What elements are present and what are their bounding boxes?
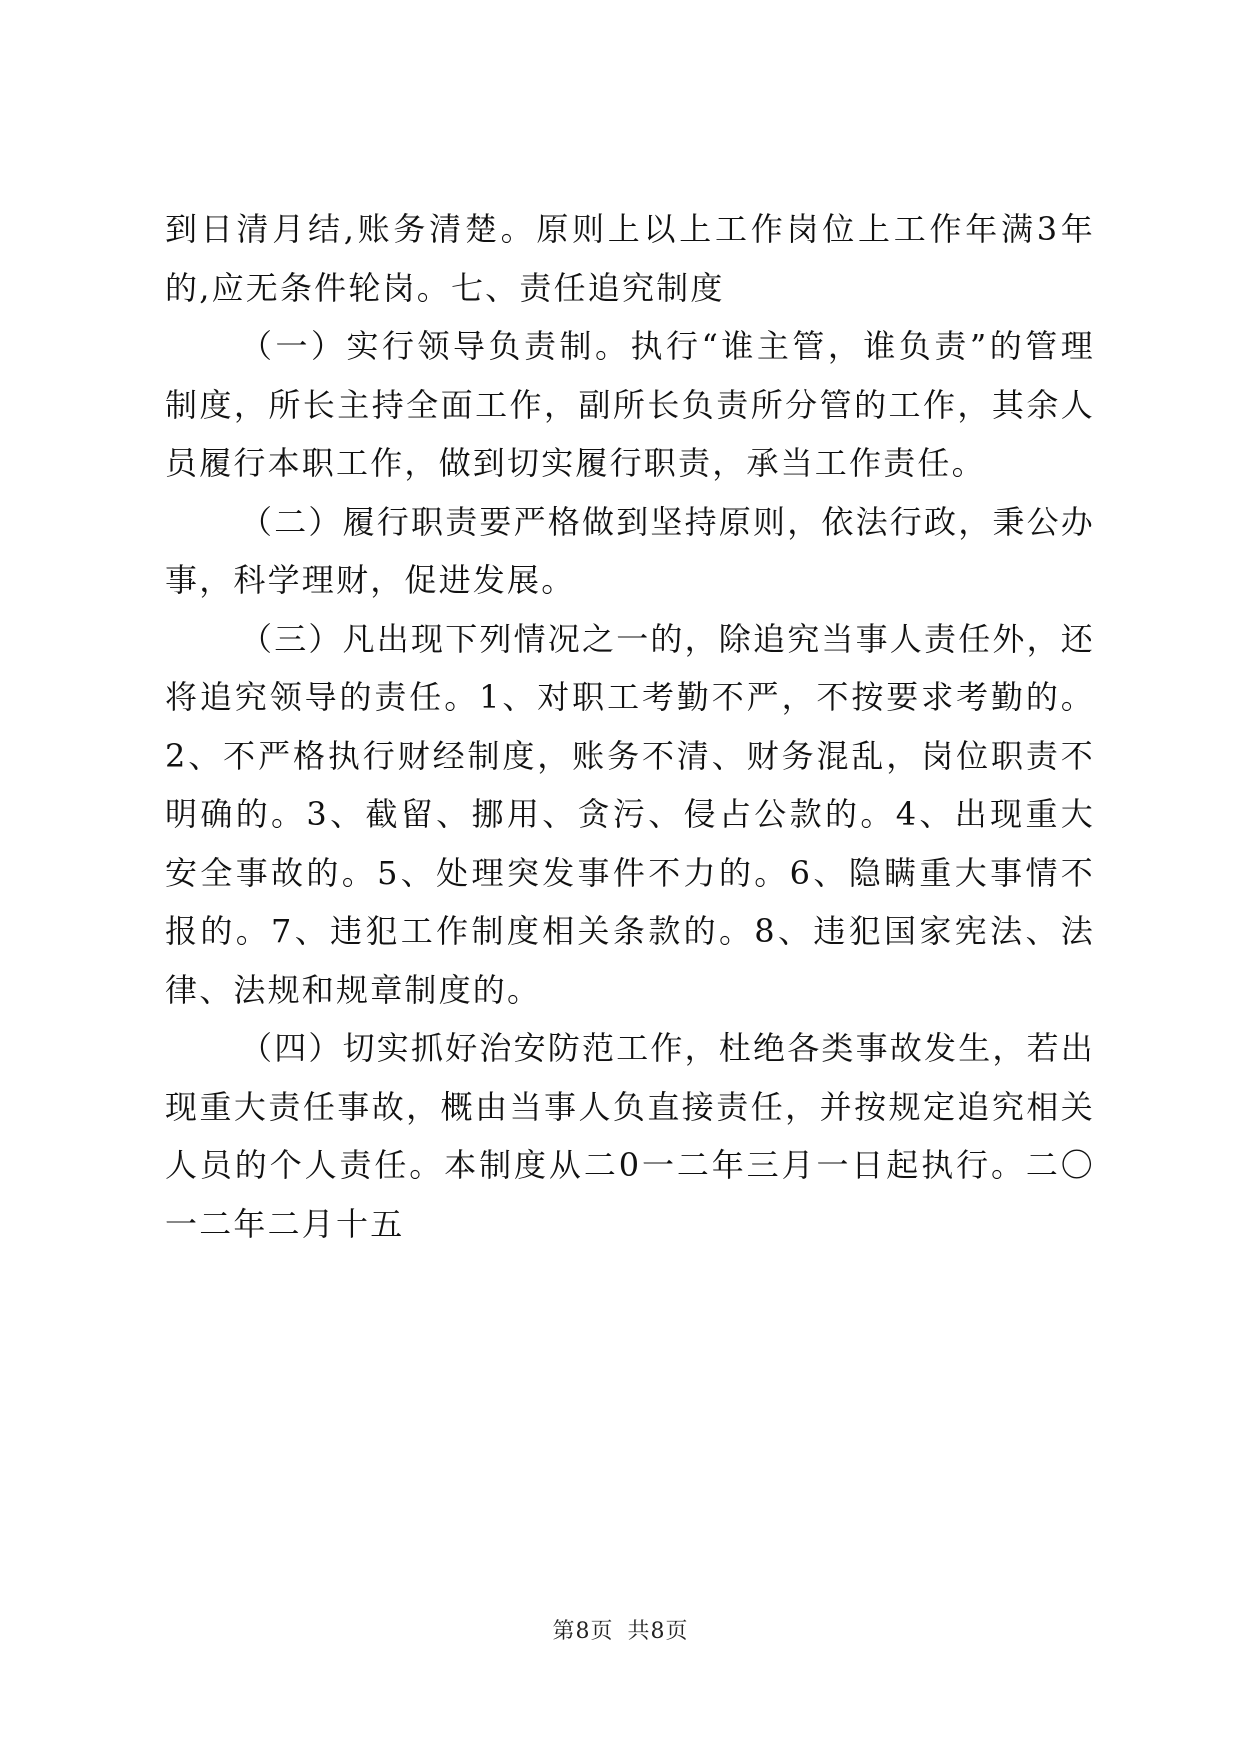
document-body [165, 200, 1095, 1253]
paragraph-item-1: （一）实行领导负责制。执行“谁主管，谁负责”的管理制度，所长主持全面工作，副所长负责所分管的工作，其余人员履行本职工作，做到切实履行职责，承当工作责任。 [165, 327, 1095, 482]
paragraph-item-4: （四）切实抓好治安防范工作，杜绝各类事故发生，若出现重大责任事故，概由当事人负直接责任，并按规定追究相关人员的个人责任。本制度从二0一二年三月一日起执行。二〇一二年二月十五 [165, 1029, 1096, 1243]
page-total: 共8页 [627, 1619, 689, 1644]
paragraph-item-2: （二）履行职责要严格做到坚持原则，依法行政，秉公办事，科学理财，促进发展。 [165, 502, 1096, 599]
page-footer [0, 1614, 1241, 1645]
paragraph-item-3: （三）凡出现下列情况之一的，除追究当事人责任外，还将追究领导的责任。1、对职工考勤不严，不按要求考勤的。2、不严格执行财经制度，账务不清、财务混乱，岗位职责不明确的。3、截留、挪用、贪污、侵占公款的。4、出现重大安全事故的。5、处理突发事件不力的。6、隐瞒重大事情不报的。7、违犯工作制度相关条款的。8、违犯国家宪法、法律、法规和规章制度的。 [165, 619, 1096, 1009]
page-number: 第8页 [552, 1619, 614, 1644]
paragraph-continuation: 到日清月结,账务清楚。原则上以上工作岗位上工作年满3年的,应无条件轮岗。七、责任追究制度 [165, 210, 1095, 307]
